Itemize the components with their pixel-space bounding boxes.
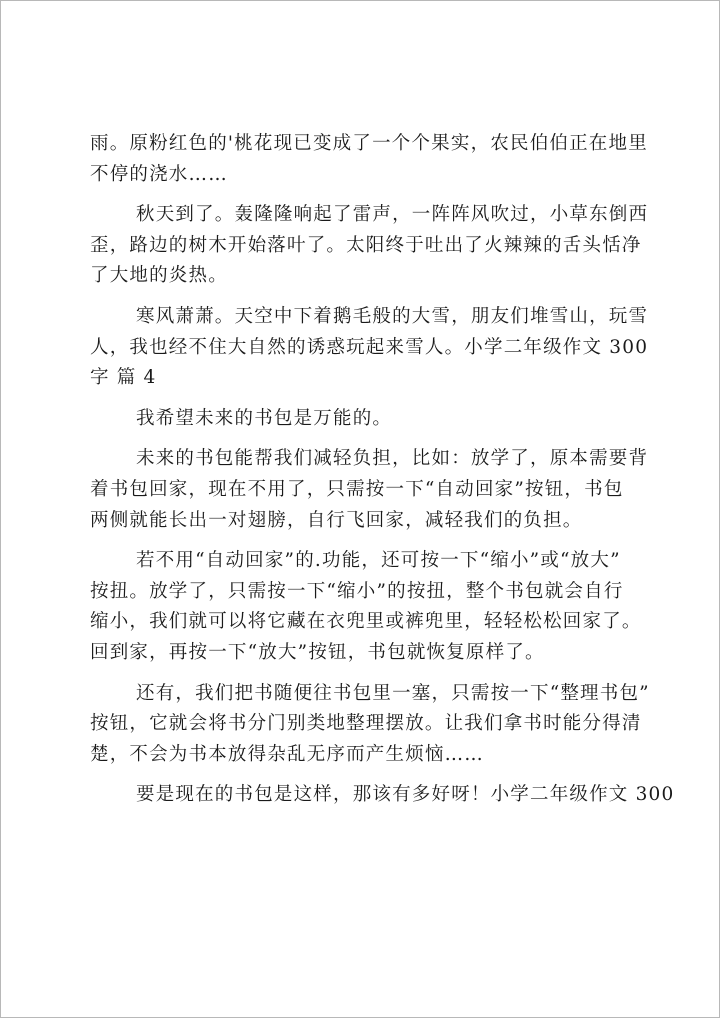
- section-heading: 字 篇 4: [90, 367, 157, 389]
- paragraph-gap: [90, 394, 650, 404]
- paragraph-gap: [90, 434, 650, 444]
- text-line: 了大地的炎热。: [90, 265, 228, 287]
- text-line: 按钮，它就会将书分门别类地整理摆放。让我们拿书时能分得清: [90, 713, 642, 735]
- paragraph-gap: [90, 190, 650, 200]
- paragraph-gap: [90, 536, 650, 546]
- text-line: 两侧就能长出一对翅膀，自行飞回家，减轻我们的负担。: [90, 509, 583, 531]
- paragraph-gap: [90, 669, 650, 679]
- text-line: 缩小，我们就可以将它藏在衣兜里或裤兜里，轻轻松松回家了。: [90, 611, 642, 633]
- document-body: [90, 129, 675, 811]
- paragraph-gap: [90, 770, 650, 780]
- text-line: 秋天到了。轰隆隆响起了雷声，一阵阵风吹过，小草东倒西: [136, 204, 649, 226]
- text-line: 要是现在的书包是这样，那该有多好呀！小学二年级作文 300: [136, 784, 675, 806]
- text-line: 我希望未来的书包是万能的。: [136, 407, 393, 429]
- text-line: 回到家，再按一下“放大”按钮，书包就恢复原样了。: [90, 641, 545, 663]
- text-line: 寒风萧萧。天空中下着鹅毛般的大雪，朋友们堆雪山，玩雪: [136, 305, 649, 327]
- text-line: 若不用“自动回家”的.功能，还可按一下“缩小”或“放大”: [136, 550, 621, 572]
- text-line: 按扭。放学了，只需按一下“缩小”的按扭，整个书包就会自行: [90, 580, 624, 602]
- text-line: 楚，不会为书本放得杂乱无序而产生烦恼……: [90, 743, 485, 765]
- text-line: 歪，路边的树木开始落叶了。太阳终于吐出了火辣辣的舌头恬净: [90, 234, 642, 256]
- text-line: 还有，我们把书随便往书包里一塞，只需按一下“整理书包”: [136, 682, 650, 704]
- text-line: 不停的浇水……: [90, 163, 228, 185]
- text-line: 未来的书包能帮我们减轻负担，比如：放学了，原本需要背: [136, 448, 649, 470]
- paragraph-gap: [90, 292, 650, 302]
- text-line: 人，我也经不住大自然的诱惑玩起来雪人。小学二年级作文 300: [90, 336, 649, 358]
- text-line: 着书包回家，现在不用了，只需按一下“自动回家”按钮，书包: [90, 478, 624, 500]
- text-line: 雨。原粉红色的'桃花现已变成了一个个果实，农民伯伯正在地里: [90, 133, 648, 154]
